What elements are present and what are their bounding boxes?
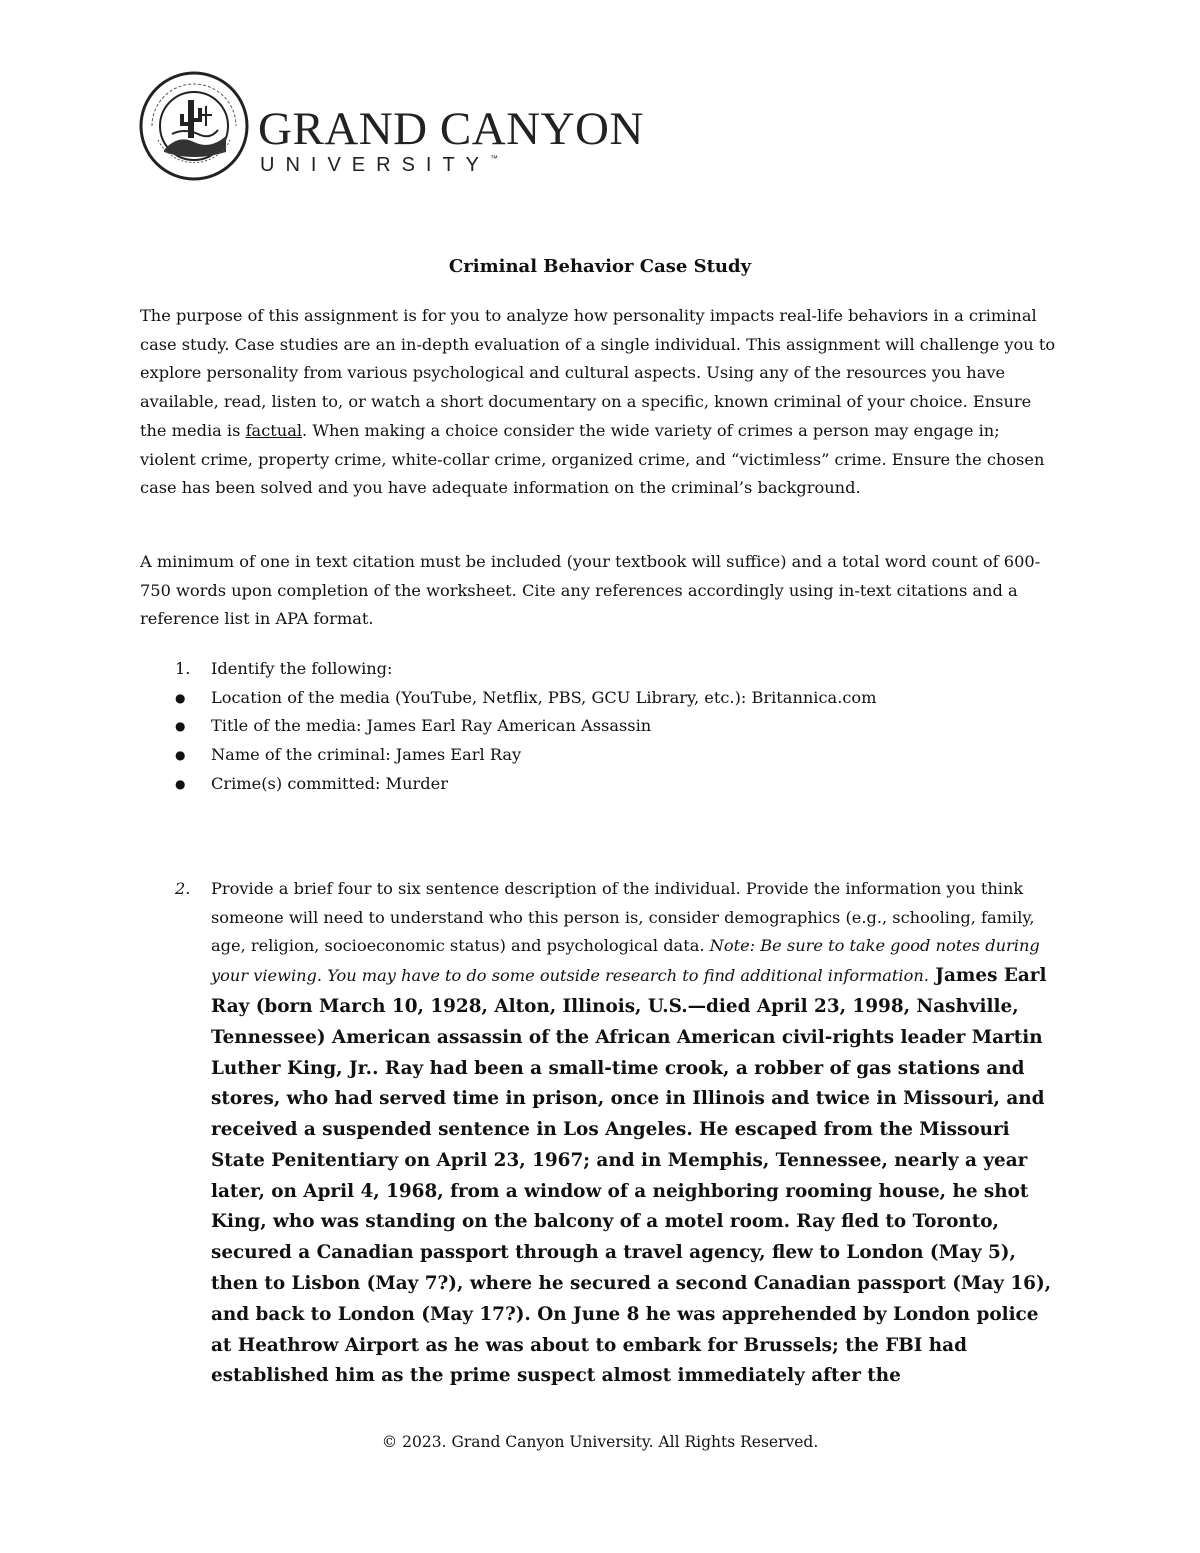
list-number-2: 2.: [175, 879, 191, 898]
trademark-symbol: ™: [490, 154, 499, 163]
bullet-icon: ●: [175, 719, 186, 734]
question-2-body: [211, 875, 1060, 1392]
list-item-1: [175, 655, 1060, 684]
bullet-text: Title of the media: James Earl Ray American Assassin: [211, 716, 652, 736]
logo-line-2: [258, 154, 644, 177]
question-2-answer: James Earl Ray (born March 10, 1928, Alton, Illinois, U.S.—died April 23, 1998, Nashville, Tennessee) American assassin of the African American civil-rights leader Martin Luther King, Jr.. Ray had been a small-time crook, a robber of gas stations and stores, who had served time in prison, once in Illinois and twice in Missouri, and received a suspended sentence in Los Angeles. He escaped from the Missouri State Penitentiary on April 23, 1967; and in Memphis, Tennessee, nearly a year later, on April 4, 1968, from a window of a neighboring rooming house, he shot King, who was standing on the balcony of a motel room. Ray fled to Toronto, secured a Canadian passport through a travel agency, flew to London (May 5), then to Lisbon (May 7?), where he secured a second Canadian passport (May 16), and back to London (May 17?). On June 8 he was apprehended by London police at Heathrow Airport as he was about to embark for Brussels; the FBI had established him as the prime suspect almost immediately after the: [211, 965, 1052, 1387]
intro-paragraph: [140, 302, 1060, 503]
bullet-item: [175, 770, 1060, 799]
bullet-item: [175, 741, 1060, 770]
question-2-prompt: Provide a brief four to six sentence description of the individual. Provide the information you think someone will need to understand who this person is, consider demographics (e.g., schooling, family, age, religion, socioeconomic status) and psychological data.: [211, 879, 1035, 956]
bullet-icon: ●: [175, 690, 186, 705]
question-2: [175, 875, 1060, 1392]
document-title: Criminal Behavior Case Study: [448, 256, 752, 277]
logo-wordmark: [258, 103, 644, 177]
logo-line-2-text: UNIVERSITY: [260, 154, 491, 176]
bullet-text: Name of the criminal: James Earl Ray: [211, 745, 522, 765]
citation-paragraph: A minimum of one in text citation must be included (your textbook will suffice) and a total word count of 600-750 words upon completion of the worksheet. Cite any references accordingly using in-text citations and a reference list in APA format.: [140, 552, 1041, 629]
copyright-footer: © 2023. Grand Canyon University. All Rights Reserved.: [381, 1433, 819, 1451]
list-item-1-text: Identify the following:: [211, 659, 393, 678]
bullet-item: [175, 712, 1060, 741]
university-logo: [138, 70, 644, 185]
question-2-note: Note: Be sure to take good notes during your viewing. You may have to do some outside research to find additional information.: [211, 936, 1040, 986]
identify-list: [175, 655, 1060, 799]
bullet-icon: ●: [175, 748, 186, 763]
factual-underlined: factual: [245, 420, 303, 440]
bullet-icon: ●: [175, 776, 186, 791]
university-seal-icon: [138, 70, 250, 182]
list-number-1: 1.: [175, 659, 191, 678]
intro-text-2: . When making a choice consider the wide variety of crimes a person may engage in; violent crime, property crime, white-collar crime, organized crime, and “victimless” crime. Ensure the chosen case has been solved and you have adequate information on the criminal’s background.: [140, 420, 1045, 498]
bullet-item: [175, 684, 1060, 713]
intro-text-1: The purpose of this assignment is for you to analyze how personality impacts real-life behaviors in a criminal case study. Case studies are an in-depth evaluation of a single individual. This assignment will challenge you to explore personality from various psychological and cultural aspects. Using any of the resources you have available, read, listen to, or watch a short documentary on a specific, known criminal of your choice. Ensure the media is: [140, 306, 1056, 440]
bullet-text: Crime(s) committed: Murder: [211, 773, 448, 793]
bullet-text: Location of the media (YouTube, Netflix, PBS, GCU Library, etc.): Britannica.com: [211, 687, 877, 707]
logo-line-1: GRAND CANYON: [258, 103, 644, 155]
